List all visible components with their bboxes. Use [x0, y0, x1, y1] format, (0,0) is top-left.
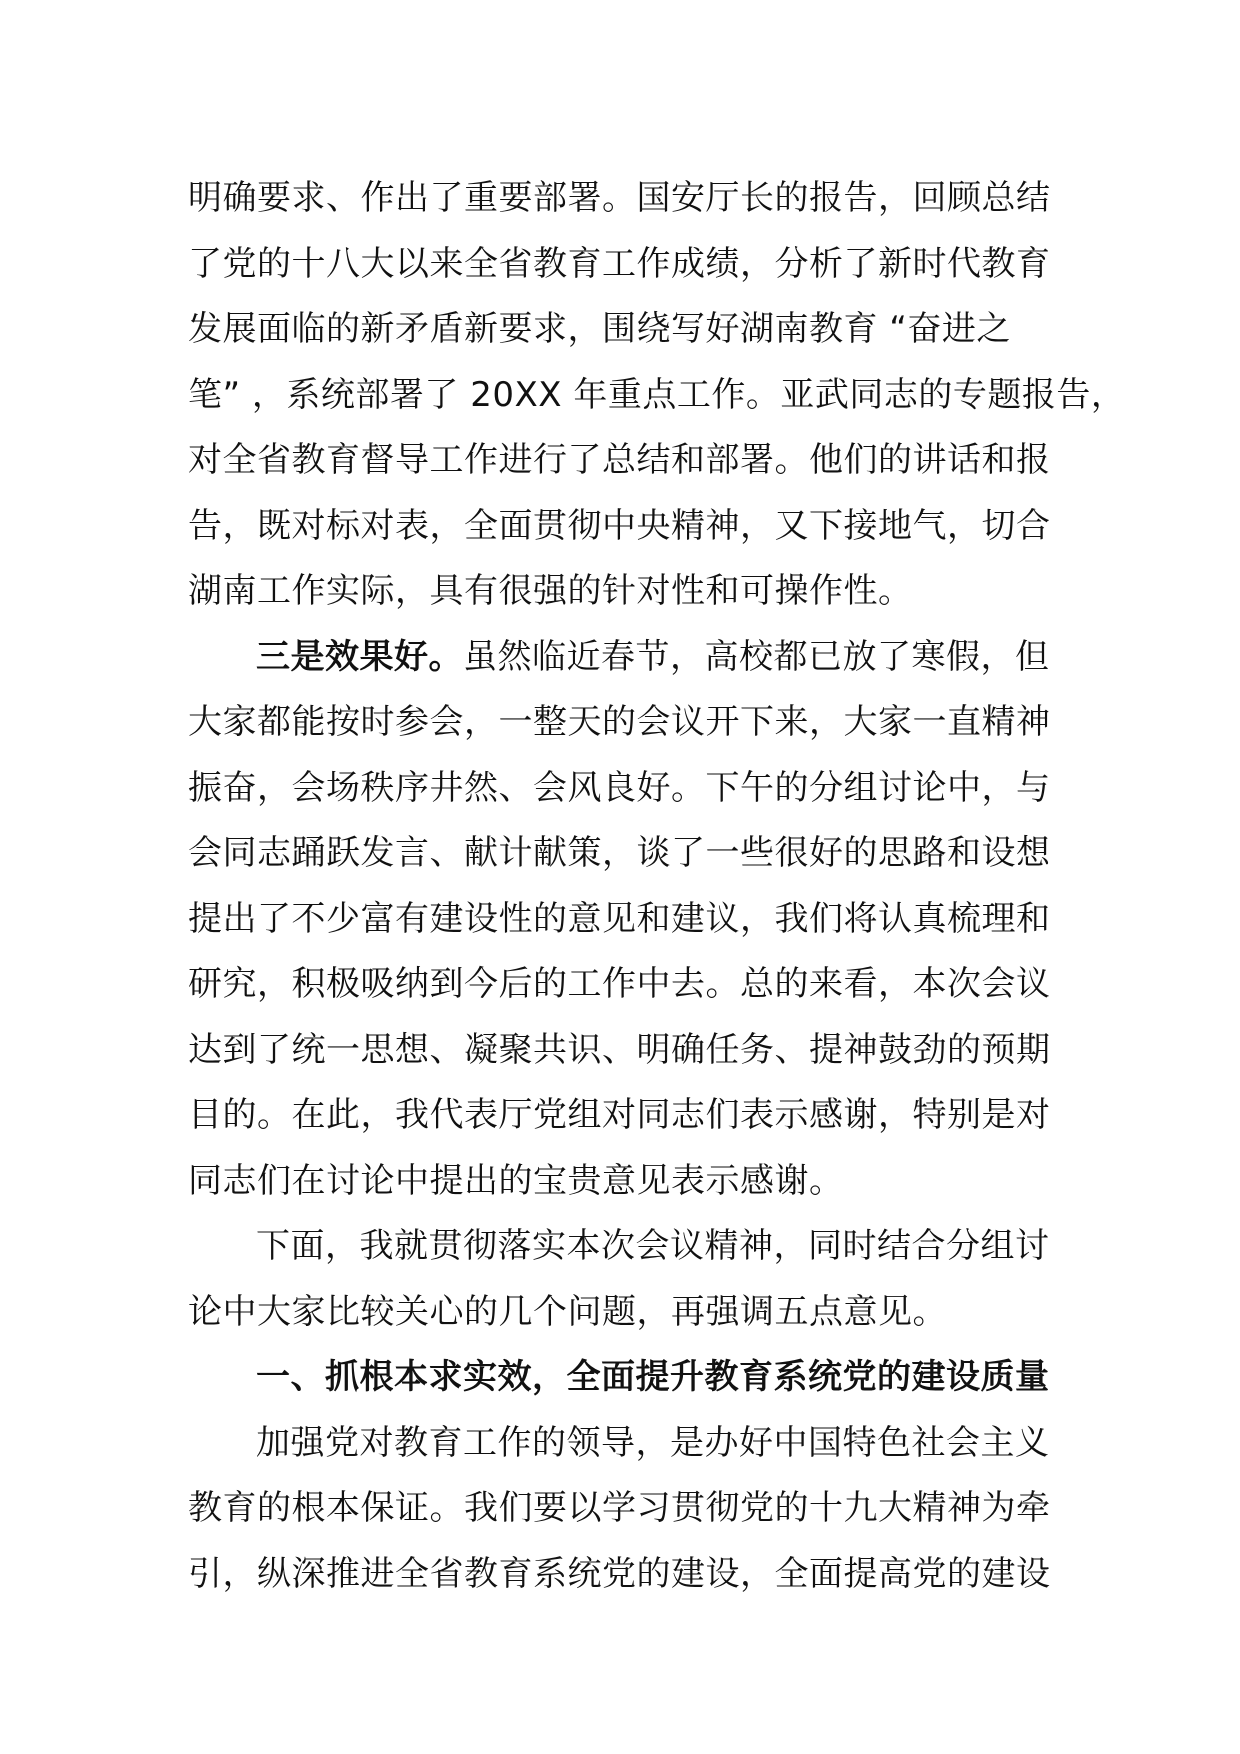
text-line-7: 湖南工作实际，具有很强的针对性和可操作性。: [188, 571, 913, 611]
text-line-6: 告，既对标对表，全面贯彻中央精神，又下接地气，切合: [188, 505, 1051, 546]
text-line-14: 达到了统一思想、凝聚共识、明确任务、提神鼓劲的预期: [188, 1029, 1051, 1070]
text-line-13: 研究，积极吸纳到今后的工作中去。总的来看，本次会议: [188, 964, 1051, 1004]
text-line-12: 提出了不少富有建设性的意见和建议，我们将认真梳理和: [188, 898, 1051, 939]
text-line-11: 会同志踊跃发言、献计献策，谈了一些很好的思路和设想: [188, 833, 1051, 873]
text-line-20: 加强党对教育工作的领导，是办好中国特色社会主义: [256, 1422, 1050, 1463]
text-line-3: 发展面临的新矛盾新要求，围绕写好湖南教育 “奋进之: [188, 309, 1011, 349]
text-line-10: 振奋，会场秩序井然、会风良好。下午的分组讨论中，与: [188, 767, 1051, 808]
paragraph-start-line: [188, 625, 1068, 691]
paragraph-lead-text: 虽然临近春节，高校都已放了寒假，但: [463, 636, 1050, 677]
text-line-16: 同志们在讨论中提出的宝贵意见表示感谢。: [188, 1160, 844, 1201]
paragraph-lead-bold: 三是效果好。: [256, 636, 463, 677]
text-line-1: 明确要求、作出了重要部署。国安厅长的报告，回顾总结: [188, 178, 1051, 218]
text-line-2: 了党的十八大以来全省教育工作成绩，分析了新时代教育: [188, 243, 1051, 284]
text-line-21: 教育的根本保证。我们要以学习贯彻党的十九大精神为牵: [188, 1488, 1051, 1528]
text-line-15: 目的。在此，我代表厅党组对同志们表示感谢，特别是对: [188, 1095, 1051, 1135]
text-line-18: 论中大家比较关心的几个问题，再强调五点意见。: [188, 1291, 947, 1332]
section-heading: 一、抓根本求实效，全面提升教育系统党的建设质量: [256, 1357, 1050, 1397]
text-line-9: 大家都能按时参会，一整天的会议开下来，大家一直精神: [188, 702, 1051, 742]
text-line-17: 下面，我就贯彻落实本次会议精神，同时结合分组讨: [256, 1226, 1050, 1266]
text-line-5: 对全省教育督导工作进行了总结和部署。他们的讲话和报: [188, 440, 1051, 480]
document-body: [188, 166, 1126, 1607]
text-line-4: 笔” ，系统部署了 20XX 年重点工作。亚武同志的专题报告，: [188, 374, 1126, 415]
text-line-22: 引，纵深推进全省教育系统党的建设，全面提高党的建设: [188, 1553, 1051, 1594]
